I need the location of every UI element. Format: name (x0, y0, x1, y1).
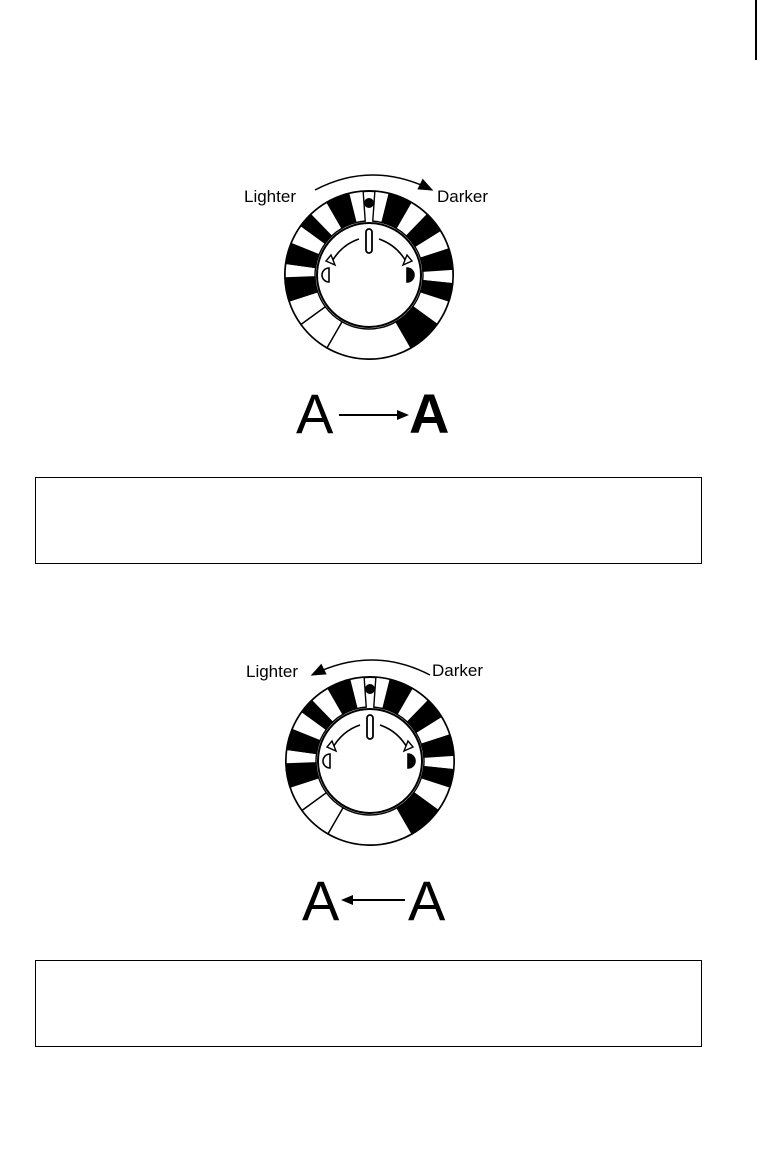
indicator-dot (365, 684, 375, 694)
lighter-label: Lighter (244, 187, 296, 206)
lighter-label: Lighter (246, 662, 298, 681)
figure-1-graphics (0, 160, 770, 450)
note-box (35, 477, 702, 564)
figure-2-graphics (0, 645, 770, 930)
direction-arrow (315, 175, 432, 190)
indicator-dot (364, 198, 374, 208)
sample-letter-before: A (296, 382, 334, 445)
darker-marker (407, 268, 414, 282)
lighter-marker (322, 268, 329, 282)
density-dial (286, 677, 454, 845)
darker-label: Darker (437, 187, 489, 206)
sample-letter-after: A (409, 382, 450, 445)
sample-letter-before: A (408, 869, 446, 932)
dial-pointer (366, 229, 372, 253)
lighter-marker (323, 754, 330, 768)
letter-arrow (341, 895, 405, 905)
lighter-adjustment-figure (0, 645, 770, 930)
note-box (35, 960, 702, 1047)
darker-adjustment-figure (0, 160, 770, 450)
dial-pointer (367, 715, 373, 739)
letter-arrow (339, 410, 409, 420)
direction-arrow (312, 660, 430, 675)
darker-marker (408, 754, 415, 768)
darker-label: Darker (432, 661, 484, 680)
sample-letter-after: A (302, 869, 340, 932)
density-dial (285, 191, 453, 359)
page-edge-rule (755, 0, 757, 60)
